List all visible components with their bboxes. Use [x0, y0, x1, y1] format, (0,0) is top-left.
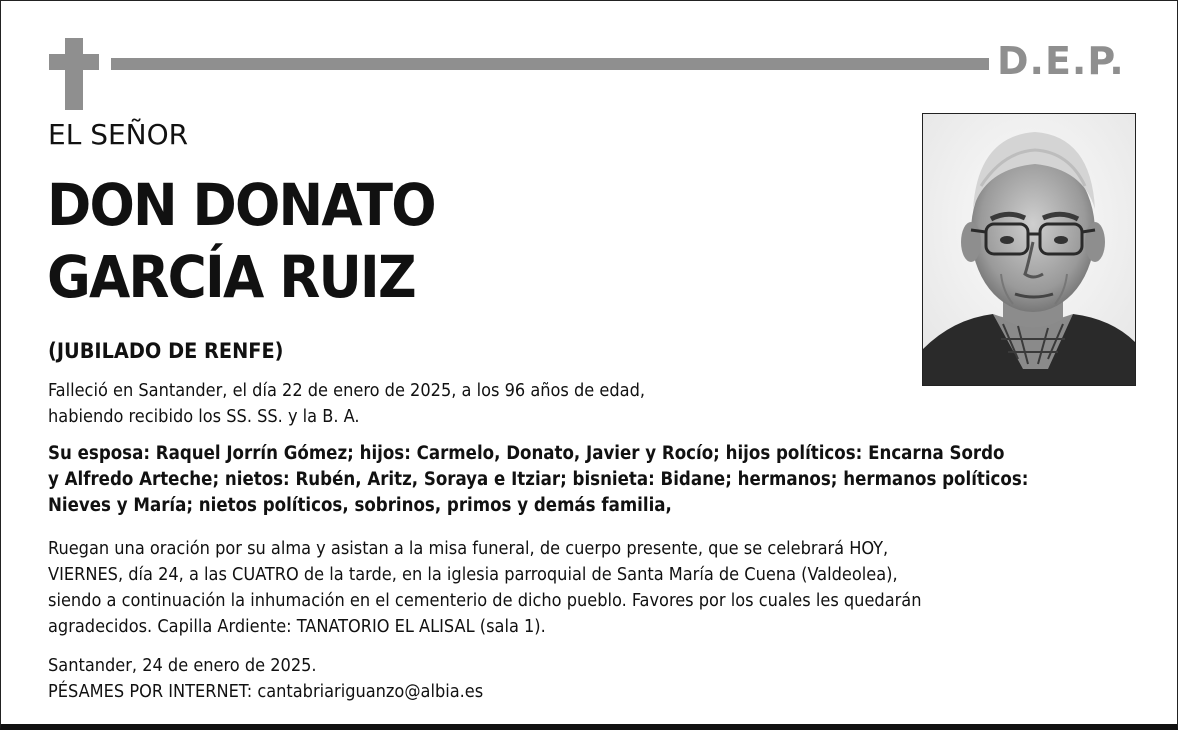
occupation: (JUBILADO DE RENFE) [48, 339, 284, 363]
family-line: Nieves y María; nietos políticos, sobrinos, primos y demás familia, [48, 495, 672, 516]
death-line: Falleció en Santander, el día 22 de enero de 2025, a los 96 años de edad, [48, 380, 645, 401]
family-line: Su esposa: Raquel Jorrín Gómez; hijos: Carmelo, Donato, Javier y Rocío; hijos políticos: Encarna Sordo [48, 443, 1005, 464]
deceased-name [47, 169, 435, 313]
name-line-2: GARCÍA RUIZ [47, 243, 415, 311]
family-line: y Alfredo Arteche; nietos: Rubén, Aritz, Soraya e Itziar; bisnieta: Bidane; hermanos; hermanos políticos: [48, 469, 1029, 490]
dep-label: D.E.P. [997, 39, 1125, 83]
death-details [48, 378, 645, 430]
condolences-line: PÉSAMES POR INTERNET: cantabriariguanzo@albia.es [48, 681, 484, 702]
mass-line: Ruegan una oración por su alma y asistan a la misa funeral, de cuerpo presente, que se celebrará HOY, [48, 538, 889, 559]
death-line: habiendo recibido los SS. SS. y la B. A. [48, 406, 360, 427]
cross-icon-bar [49, 54, 99, 70]
name-line-1: DON DONATO [47, 171, 435, 239]
mass-line: siendo a continuación la inhumación en el cementerio de dicho pueblo. Favores por los cuales les quedarán [48, 590, 922, 611]
signature-block [48, 653, 483, 705]
place-date: Santander, 24 de enero de 2025. [48, 655, 317, 676]
funeral-details [48, 536, 1138, 640]
portrait-image [923, 114, 1136, 386]
header-rule [111, 58, 989, 70]
family-list [48, 441, 1128, 519]
portrait-photo [922, 113, 1136, 386]
honorific: EL SEÑOR [48, 118, 189, 151]
cross-icon [65, 38, 83, 110]
mass-line: VIERNES, día 24, a las CUATRO de la tarde, en la iglesia parroquial de Santa María de Cuena (Valdeolea), [48, 564, 898, 585]
mass-line: agradecidos. Capilla Ardiente: TANATORIO EL ALISAL (sala 1). [48, 616, 546, 637]
